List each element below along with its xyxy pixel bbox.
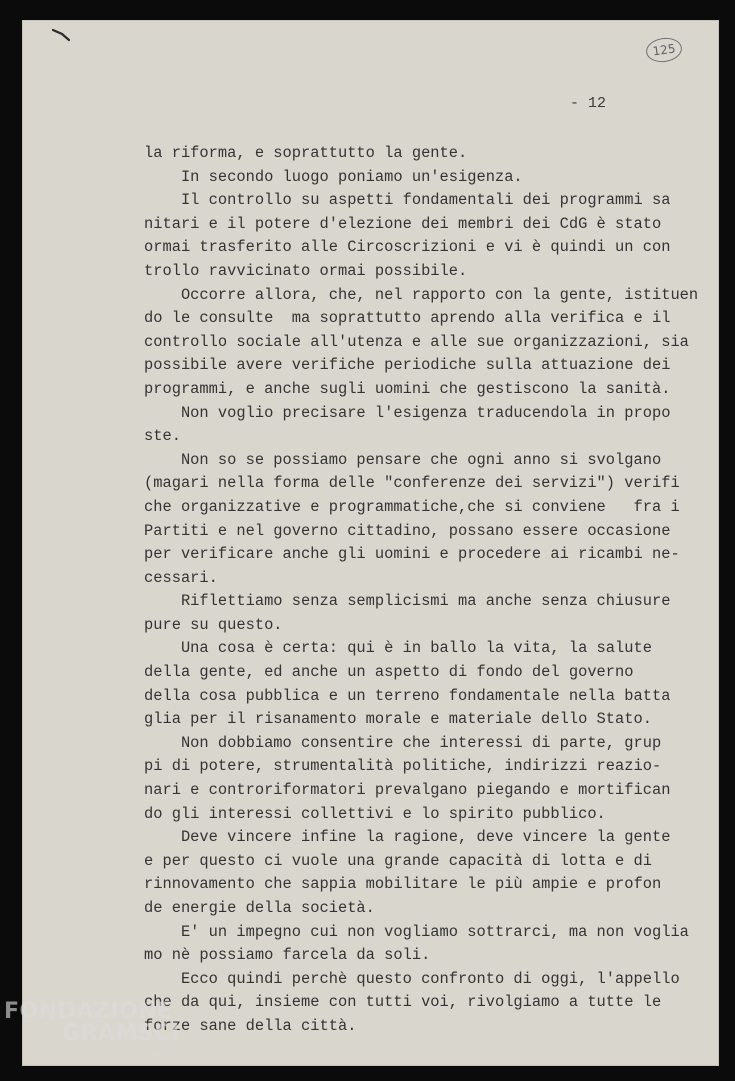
typed-text-block xyxy=(144,142,699,1039)
text-line: della gente, ed anche un aspetto di fondo del governo xyxy=(144,663,634,682)
text-line: do le consulte ma soprattutto aprendo alla verifica e il xyxy=(144,309,671,328)
text-line: la riforma, e soprattutto la gente. xyxy=(144,144,468,162)
text-line: Deve vincere infine la ragione, deve vincere la gente xyxy=(144,828,671,847)
text-line: Partiti e nel governo cittadino, possano essere occasione xyxy=(144,521,671,540)
text-line: Non so se possiamo pensare che ogni anno si svolgano xyxy=(144,450,662,469)
text-line: possibile avere verifiche periodiche sulla attuazione dei xyxy=(144,356,671,375)
text-line: pi di potere, strumentalità politiche, indirizzi reazio- xyxy=(144,757,662,776)
text-line: E' un impegno cui non vogliamo sottrarci, ma non voglia xyxy=(144,922,689,941)
text-line: pure su questo. xyxy=(144,615,283,634)
text-line: glia per il risanamento morale e materiale dello Stato. xyxy=(144,710,652,729)
text-line: nitari e il potere d'elezione dei membri dei CdG è stato xyxy=(144,214,662,233)
watermark-line-2: GRAMSCI xyxy=(62,1021,180,1046)
text-line: Il controllo su aspetti fondamentali dei programmi sa xyxy=(144,191,671,210)
text-line: Ecco quindi perchè questo confronto di oggi, l'appello xyxy=(144,969,680,988)
watermark-line-1: FONDAZIONE xyxy=(4,999,173,1024)
text-line: mo nè possiamo farcela da soli. xyxy=(144,946,431,965)
text-line: controllo sociale all'utenza e alle sue organizzazioni, sia xyxy=(144,332,689,351)
text-line: rinnovamento che sappia mobilitare le più ampie e profon xyxy=(144,875,662,894)
text-line: che organizzative e programmatiche,che si conviene fra i xyxy=(144,497,680,516)
text-line: per verificare anche gli uomini e procedere ai ricambi ne- xyxy=(144,545,680,564)
text-line: Una cosa è certa: qui è in ballo la vita, la salute xyxy=(144,639,652,658)
text-line: ste. xyxy=(144,427,181,446)
text-line: trollo ravvicinato ormai possibile. xyxy=(144,261,468,280)
text-line: Non dobbiamo consentire che interessi di parte, grup xyxy=(144,733,662,752)
text-line: e per questo ci vuole una grande capacità di lotta e di xyxy=(144,851,652,870)
text-line: In secondo luogo poniamo un'esigenza. xyxy=(144,167,523,186)
text-line: de energie della società. xyxy=(144,899,375,917)
page-number: - 12 xyxy=(570,95,607,112)
text-line: nari e controriformatori prevalgano piegando e mortifican xyxy=(144,781,671,800)
text-line: che da qui, insieme con tutti voi, rivolgiamo a tutte le xyxy=(144,993,662,1012)
corner-mark-icon xyxy=(52,28,70,42)
text-line: programmi, e anche sugli uomini che gestiscono la sanità. xyxy=(144,379,671,398)
text-line: forze sane della città. xyxy=(144,1016,357,1035)
archive-stamp-number: 125 xyxy=(645,36,684,65)
text-line: ormai trasferito alle Circoscrizioni e vi è quindi un con xyxy=(144,238,671,257)
text-line: della cosa pubblica e un terreno fondamentale nella batta xyxy=(144,686,671,705)
text-line: do gli interessi collettivi e lo spirito pubblico. xyxy=(144,804,606,823)
text-line: Riflettiamo senza semplicismi ma anche senza chiusure xyxy=(144,592,671,611)
text-line: Non voglio precisare l'esigenza traducendola in propo xyxy=(144,403,671,422)
text-line: (magari nella forma delle "conferenze dei servizi") verifi xyxy=(144,474,680,493)
watermark-line-3: onlus xyxy=(152,1049,181,1060)
text-line: Occorre allora, che, nel rapporto con la gente, istituen xyxy=(144,285,699,304)
text-line: cessari. xyxy=(144,568,218,587)
